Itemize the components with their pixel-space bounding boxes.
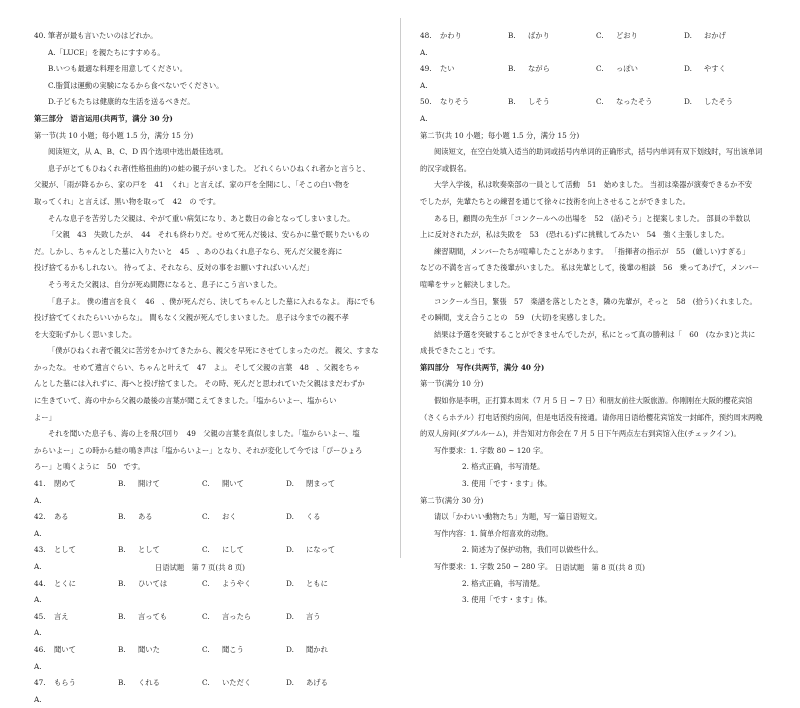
passage-line: 成長できたこと」です。 <box>420 346 500 356</box>
writing-requirement: 2. 格式正确，书写清楚。 <box>462 578 545 588</box>
section-3-part-1-heading: 第一节(共 10 小题；每小题 1.5 分，满分 15 分) <box>34 130 194 140</box>
left-page <box>0 0 400 704</box>
passage-line: 投げ捨ててくれたらいいからな」。 間もなく父親が死んでしまいました。 息子は今までの親不孝 <box>34 313 349 323</box>
passage-line: よー」 <box>34 412 56 422</box>
passage-line: 喧嘩をサッと解決しました。 <box>420 279 515 289</box>
options-50: 50. A. なりそう B. しそう C. なったそう D. したそう <box>420 97 734 123</box>
writing-requirement: 3. 使用「です・ます」体。 <box>462 595 552 605</box>
writing-task-1: 假如你是李明，正打算本周末（7 月 5 日 ~ 7 日）和朋友前往大阪旅游。你刚刚在大阪的樱花宾馆 <box>434 396 753 406</box>
options-43: 43. A. として B. として C. にして D. になって <box>34 545 336 571</box>
passage-line: からいよー」この時から蛙の鳴き声は「塩からいよー」となり、それが変化して今では「ぴーひょろ <box>34 445 363 455</box>
passage-line: かったな。 せめて遺言ぐらい、ちゃんと叶えて 47 よ」。 そして父親の言葉 48 、父親をちゃ <box>34 362 361 372</box>
writing-requirement: 写作要求：1. 字数 80 ~ 120 字。 <box>434 445 548 455</box>
passage-line: そんな息子を苦労した父親は、やがて重い病気になり、あと数日の命となってしまいました。 <box>48 213 355 223</box>
writing-content: 2. 简述为了保护动物，我们可以做些什么。 <box>462 545 603 555</box>
passage-line: 「息子よ。 僕の遺言を良く 46 、僕が死んだら、決してちゃんとした墓に入れるなよ。 海にでも <box>48 296 376 306</box>
options-47: 47. A. もらう B. くれる C. いただく D. あげる <box>34 678 328 704</box>
passage-line: ろー」と鳴くように 50 です。 <box>34 462 145 472</box>
passage-line: 上に反対されたが，私は失敗を 53 (恐れる)ずに挑戦してみたい 54 強く主張しました。 <box>420 230 729 240</box>
option-40d: D.子どもたちは健康的な生活を送るべきだ。 <box>48 97 195 107</box>
instruction: 阅读短文，从 A、B、C、D 四个选项中选出最佳选项。 <box>48 147 228 157</box>
section-4-part-1-heading: 第一节(满分 10 分) <box>420 379 484 389</box>
passage-line: 息子がとてもひねくれ者(性格扭曲的)の蛙の親子がいました。 どれくらいひねくれ者かと言うと、 <box>48 163 370 173</box>
writing-task-1: （さくらホテル）打电话预约房间，但是电话没有接通。请你用日语给樱花宾馆发一封邮件，预约周末两晚 <box>420 412 763 422</box>
page-footer-left: 日语试题 第 7 页(共 8 页) <box>155 563 245 572</box>
passage-line: コンクール当日，緊張 57 楽譜を落としたとき，隣の先輩が，そっと 58 (拾う)くれました。 <box>434 296 757 306</box>
options-44: 44. A. とくに B. ひいては C. ようやく D. ともに <box>34 578 328 605</box>
right-page <box>400 0 800 605</box>
option-40c: C.脂質は運動の実験になるから食べないでください。 <box>48 80 224 90</box>
passage-line: 結果は予選を突破することができませんでしたが，私にとって真の勝利は「 60 (なかま)と共に <box>434 329 756 339</box>
options-49: 49. A. たい B. ながら C. っぽい D. やすく <box>420 64 726 90</box>
passage-line: 練習期間，メンバーたちが喧嘩したことがあります。 「指揮者の指示が 55 (厳しい)すぎる」 <box>434 246 750 256</box>
options-48: 48. A. かわり B. ばかり C. どおり D. おかげ <box>420 31 726 57</box>
options-41: 41. A. 閉めて B. 開けて C. 開いて D. 閉まって <box>34 479 336 505</box>
passage-line: 父親が、「雨が降るから、家の戸を 41 くれ」と言えば、家の戸を全開にし、「そこの白い物を <box>34 180 350 190</box>
writing-content: 写作内容：1. 简单介绍喜欢的动物。 <box>434 528 553 538</box>
passage-line: でしたが，先輩たちとの練習を通じて徐々に技術を向上させることができました。 <box>420 196 690 206</box>
passage-line: 取ってくれ」と言えば、黒い物を取って 42 の です。 <box>34 196 221 206</box>
writing-requirement: 写作要求：1. 字数 250 ~ 280 字。 <box>434 562 553 571</box>
writing-task-2: 请以「かわいい動物たち」为题，写一篇日语短文。 <box>434 512 602 522</box>
options-45: 45. A. 言え B. 言っても C. 言ったら D. 言う <box>34 611 321 638</box>
instruction: 阅读短文，在空白处填入适当的助词或括号内单词的正确形式，括号内单词有双下划线时，写出该单词 <box>434 147 763 157</box>
option-40b: B.いつも最適な料理を用意してください。 <box>48 64 188 74</box>
writing-task-1: 的双人房间(ダブルルーム)，并告知对方你会在 7 月 5 日下午两点左右到宾馆入住(チェックイン)。 <box>420 429 741 439</box>
passage-line: 「僕がひねくれ者で親父に苦労をかけてきたから、親父を早死にさせてしまったのだ。 親父、すまな <box>48 346 379 356</box>
writing-requirement: 2. 格式正确，书写清楚。 <box>462 462 545 472</box>
passage-line: 「父親 43 失敗したが、 44 それも終わりだ。せめて死んだ後は、安らかに墓で眠りたいもの <box>48 230 370 240</box>
passage-line: などの不満を言ってきた後輩がいました。 私は先輩として，後輩の相談 56 乗ってあげて，メンバー <box>420 263 760 273</box>
instruction: 的汉字或假名。 <box>420 163 472 173</box>
option-40a: A.「LUCE」を親たちにすすめる。 <box>48 47 165 57</box>
passage-line: それを聞いた息子も、海の上を飛び回り 49 父親の言葉を真似しました。「塩からいよー、塩 <box>48 429 360 439</box>
section-3-part-2-heading: 第二节(共 10 小题；每小题 1.5 分，满分 15 分) <box>420 130 580 140</box>
section-4-part-2-heading: 第二节(满分 30 分) <box>420 495 484 505</box>
page-footer-right: 日语试题 第 8 页(共 8 页) <box>555 563 645 572</box>
passage-line: を大変恥ずかしく思いました。 <box>34 329 137 339</box>
passage-line: 投げ捨てるかもしれない。 待ってよ、それなら、反対の事をお願いすればいいんだ」 <box>34 263 314 273</box>
options-42: 42. A. ある B. ある C. おく D. くる <box>34 512 321 538</box>
question-40: 40. 筆者が最も言いたいのはどれか。 <box>34 31 158 40</box>
section-4-heading: 第四部分 写作(共两节，满分 40 分) <box>420 362 545 372</box>
passage-line: その瞬間，支え合うことの 59 (大切)を実感しました。 <box>420 313 611 323</box>
passage-line: に生きていて、海の中から父親の最後の言葉が聞こえてきました。「塩からいよー、塩からい <box>34 396 337 406</box>
passage-line: ある日，顧問の先生が「コンクールへの出場を 52 (話)そう」と提案しました。 部員の半数以 <box>434 213 751 223</box>
passage-line: んとした墓には入れずに、海へと投げ捨てました。 その時、死んだと思われていた父親はまだわずか <box>34 379 365 389</box>
passage-line: だ。しかし、ちゃんとした墓に入りたいと 45 、あのひねくれ息子なら、死んだ父親を海に <box>34 246 343 256</box>
writing-requirement: 3. 使用「です・ます」体。 <box>462 479 552 489</box>
section-3-heading: 第三部分 语言运用(共两节，满分 30 分) <box>34 113 173 123</box>
options-46: 46. A. 聞いて B. 聞いた C. 聞こう D. 聞かれ <box>34 644 328 671</box>
passage-line: そう考えた父親は、自分が死ぬ間際になると、息子にこう言いました。 <box>48 279 282 289</box>
passage-line: 大学入学後，私は吹奏楽部の一員として活動 51 始めました。 当初は楽器が演奏できるか不安 <box>434 180 753 190</box>
